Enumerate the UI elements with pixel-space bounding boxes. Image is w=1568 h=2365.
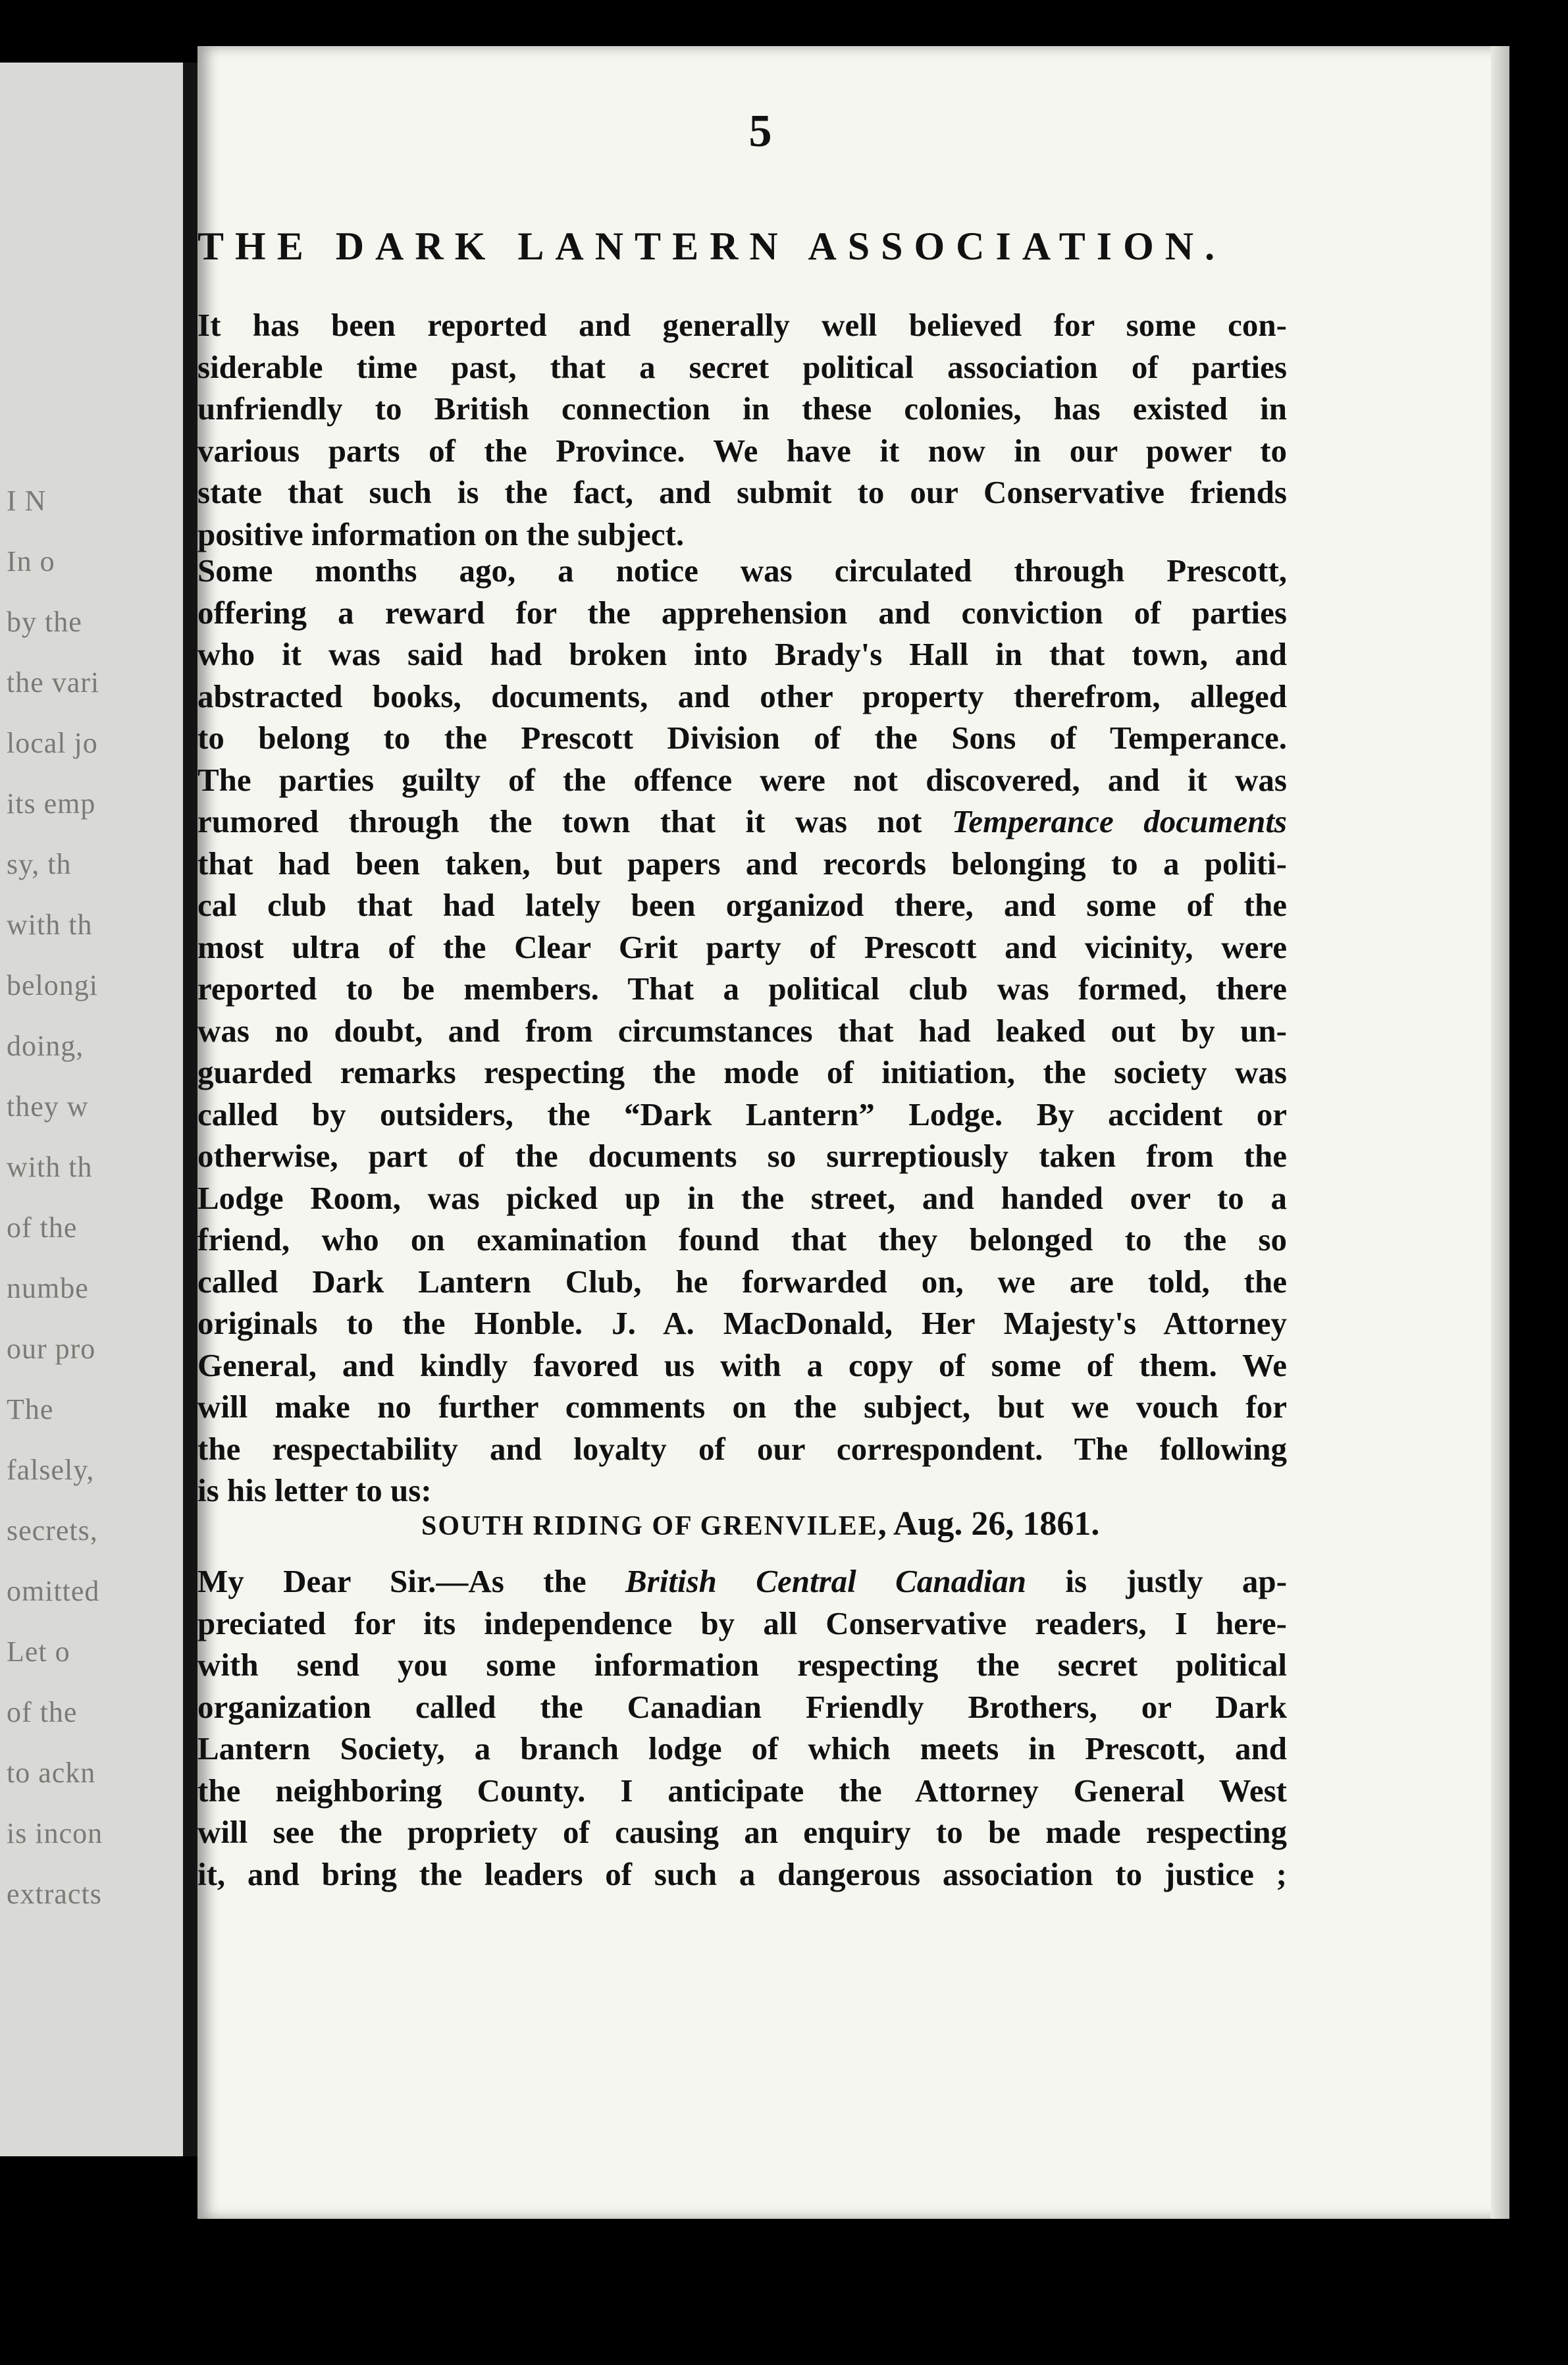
adjacent-left-page [0, 63, 197, 2156]
text-line: My Dear Sir.—As the British Central Canadian is justly ap- [197, 1563, 1287, 1599]
left-page-fragment: In o [7, 545, 55, 577]
text-line: called by outsiders, the “Dark Lantern” Lodge. By accident or [197, 1096, 1287, 1132]
left-page-fragment: I N [7, 485, 47, 517]
left-page-fragment: omitted [7, 1575, 100, 1607]
left-page-fragment: with th [7, 909, 93, 941]
letter-dateline [421, 1503, 1099, 1545]
text-line: reported to be members. That a political club was formed, there [197, 970, 1287, 1007]
text-line: siderable time past, that a secret political association of parties [197, 348, 1287, 385]
page-edge [1491, 46, 1509, 2219]
left-page-fragment: sy, th [7, 848, 72, 880]
text-line: most ultra of the Clear Grit party of Prescott and vicinity, were [197, 928, 1287, 965]
left-page-fragment: its emp [7, 787, 96, 820]
italic-phrase: Temperance documents [951, 803, 1287, 839]
text-line: it, and bring the leaders of such a dangerous association to justice ; [197, 1855, 1287, 1892]
italic-newspaper-title: British Central Canadian [625, 1563, 1026, 1599]
left-page-fragment: local jo [7, 727, 98, 759]
text-line: offering a reward for the apprehension and conviction of parties [197, 594, 1287, 631]
text-line: who it was said had broken into Brady's Hall in that town, and [197, 636, 1287, 672]
text-line: preciated for its independence by all Conservative readers, I here- [197, 1605, 1287, 1641]
left-page-fragment: is incon [7, 1817, 103, 1849]
letter-paragraph [197, 1560, 1287, 1895]
text-line: state that such is the fact, and submit to our Conservative friends [197, 474, 1287, 510]
text-line: Lodge Room, was picked up in the street, and handed over to a [197, 1179, 1287, 1216]
text-line: will see the propriety of causing an enquiry to be made respecting [197, 1814, 1287, 1850]
left-page-fragment: belongi [7, 969, 98, 1001]
left-page-fragment: by the [7, 606, 82, 638]
left-page-fragment: with th [7, 1151, 93, 1183]
text-line: organization called the Canadian Friendly Brothers, or Dark [197, 1688, 1287, 1725]
text-line: abstracted books, documents, and other property therefrom, alleged [197, 678, 1287, 714]
dateline-date: , Aug. 26, 1861. [877, 1505, 1100, 1543]
text-line: Lantern Society, a branch lodge of which meets in Prescott, and [197, 1730, 1287, 1767]
left-page-fragment: of the [7, 1696, 78, 1728]
text-line: originals to the Honble. J. A. MacDonald, Her Majesty's Attorney [197, 1305, 1287, 1341]
paragraph-2 [197, 550, 1287, 1512]
paragraph-1 [197, 304, 1287, 555]
left-page-fragment: to ackn [7, 1757, 96, 1789]
text-line: cal club that had lately been organizod there, and some of the [197, 887, 1287, 923]
text-line: was no doubt, and from circumstances that had leaked out by un- [197, 1012, 1287, 1049]
page-number: 5 [748, 106, 772, 157]
left-page-fragment: Let o [7, 1635, 70, 1668]
text-line: otherwise, part of the documents so surreptiously taken from the [197, 1138, 1287, 1174]
left-page-fragment: our pro [7, 1333, 96, 1365]
left-page-fragment: numbe [7, 1272, 89, 1304]
text-line: Some months ago, a notice was circulated through Prescott, [197, 552, 1287, 589]
text-line: guarded remarks respecting the mode of initiation, the society was [197, 1054, 1287, 1090]
text-line: positive information on the subject. [197, 516, 685, 552]
text-line: called Dark Lantern Club, he forwarded on, we are told, the [197, 1263, 1287, 1300]
text-line: is his letter to us: [197, 1472, 432, 1508]
text-line: rumored through the town that it was not Temperance documents [197, 803, 1287, 839]
text-line: with send you some information respecting the secret political [197, 1647, 1287, 1683]
left-page-fragment: secrets, [7, 1514, 98, 1547]
left-page-fragment: falsely, [7, 1454, 95, 1486]
left-page-fragment: doing, [7, 1030, 84, 1062]
text-line: It has been reported and generally well believed for some con- [197, 307, 1287, 343]
text-line: will make no further comments on the subject, but we vouch for [197, 1389, 1287, 1425]
text-line: various parts of the Province. We have it now in our power to [197, 432, 1287, 469]
text-line: that had been taken, but papers and records belonging to a politi- [197, 845, 1287, 882]
left-page-fragment: extracts [7, 1878, 102, 1910]
text-line: to belong to the Prescott Division of the Sons of Temperance. [197, 720, 1287, 756]
text-line: unfriendly to British connection in these colonies, has existed in [197, 390, 1287, 427]
left-page-fragment: the vari [7, 666, 100, 699]
text-line: General, and kindly favored us with a copy of some of them. We [197, 1346, 1287, 1383]
text-line: The parties guilty of the offence were not discovered, and it was [197, 761, 1287, 798]
article-heading: THE DARK LANTERN ASSOCIATION. [197, 225, 1226, 268]
text-line: the neighboring County. I anticipate the Attorney General West [197, 1772, 1287, 1809]
left-page-fragment: The [7, 1393, 54, 1425]
left-page-fragment: of the [7, 1211, 78, 1244]
left-page-fragment: they w [7, 1090, 89, 1123]
text-line: friend, who on examination found that they belonged to the so [197, 1221, 1287, 1258]
dateline-place: SOUTH RIDING OF GRENVILEE [421, 1511, 878, 1541]
text-line: the respectability and loyalty of our correspondent. The following [197, 1430, 1287, 1467]
